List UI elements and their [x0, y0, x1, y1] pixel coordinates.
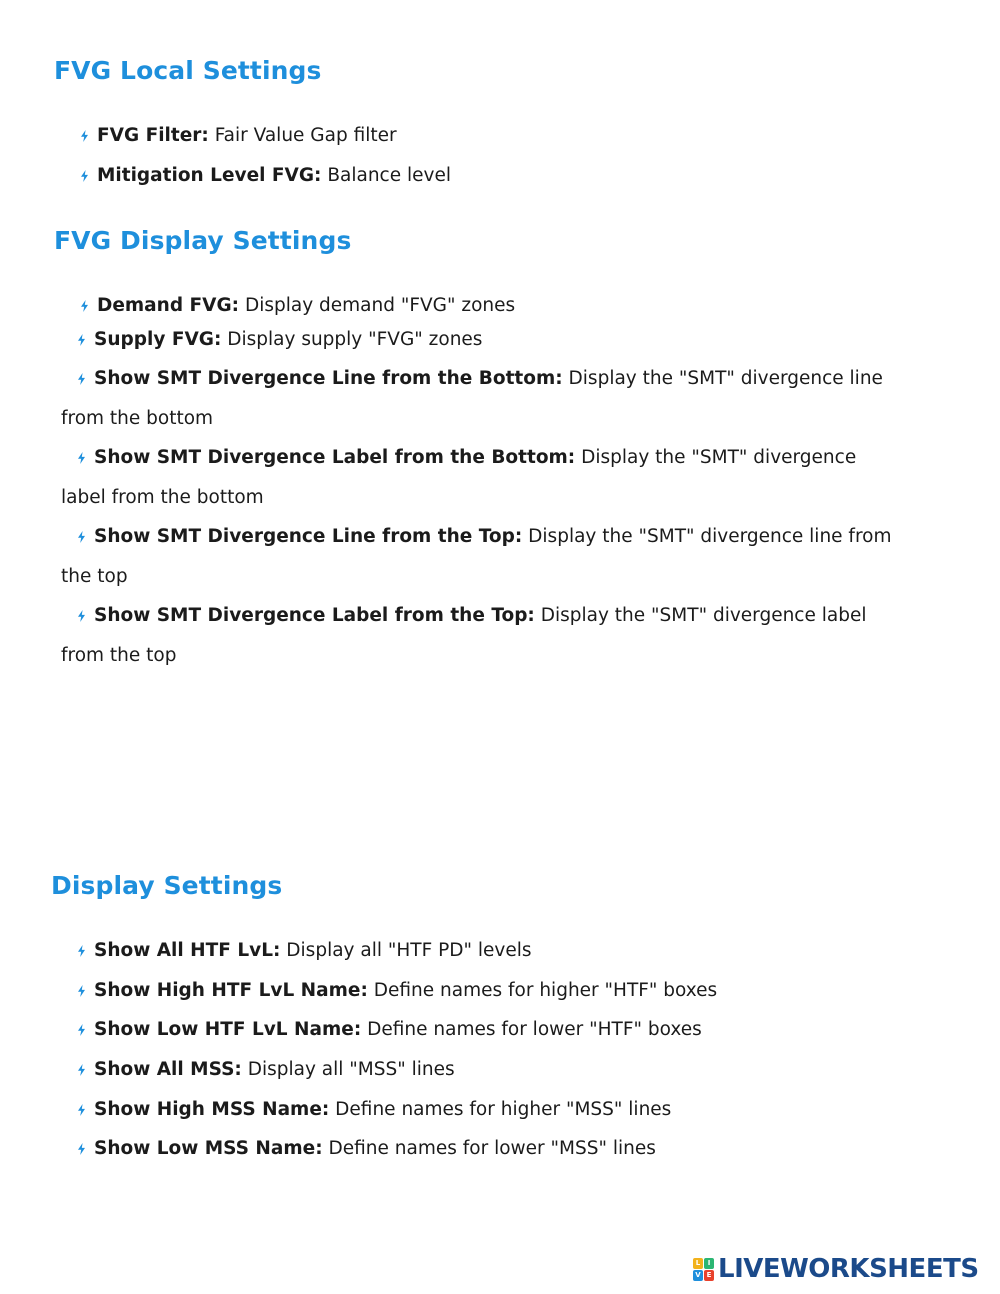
list-item	[77, 1010, 702, 1050]
list-item	[80, 156, 451, 196]
lightning-bolt-icon	[77, 373, 86, 385]
lightning-bolt-icon	[77, 531, 86, 543]
item-text: Display demand "FVG" zones	[244, 295, 516, 316]
list-item	[77, 359, 883, 399]
item-label: FVG Filter:	[97, 125, 209, 146]
logo-mark-tile: L	[693, 1258, 703, 1269]
lightning-bolt-icon	[77, 334, 86, 346]
item-text-continuation: the top	[61, 566, 128, 587]
list-item	[77, 931, 532, 971]
logo-mark-tile: V	[693, 1270, 703, 1281]
list-item	[77, 517, 892, 557]
item-text: Display all "HTF PD" levels	[286, 940, 532, 961]
liveworksheets-logo-icon	[693, 1258, 714, 1281]
lightning-bolt-icon	[80, 170, 89, 182]
item-label: Show All MSS:	[94, 1059, 242, 1080]
item-label: Show All HTF LvL:	[94, 940, 281, 961]
list-item	[77, 320, 482, 360]
lightning-bolt-icon	[77, 452, 86, 464]
list-item	[77, 1129, 656, 1169]
section-title-fvg-local: FVG Local Settings	[54, 56, 322, 85]
list-item	[77, 438, 856, 478]
lightning-bolt-icon	[77, 1104, 86, 1116]
logo-mark-tile: I	[704, 1258, 714, 1269]
section-title-display: Display Settings	[51, 871, 283, 900]
item-text: Display the "SMT" divergence line from	[528, 526, 892, 547]
lightning-bolt-icon	[77, 1143, 86, 1155]
list-item	[77, 596, 866, 636]
item-label: Supply FVG:	[94, 329, 222, 350]
item-text: Define names for higher "HTF" boxes	[373, 980, 718, 1001]
item-text-continuation: from the bottom	[61, 408, 214, 429]
item-text: Display all "MSS" lines	[247, 1059, 455, 1080]
lightning-bolt-icon	[77, 610, 86, 622]
section-title-fvg-display: FVG Display Settings	[54, 226, 352, 255]
lightning-bolt-icon	[80, 300, 89, 312]
lightning-bolt-icon	[77, 1024, 86, 1036]
lightning-bolt-icon	[77, 945, 86, 957]
item-label: Show SMT Divergence Line from the Bottom:	[94, 368, 563, 389]
item-label: Show Low HTF LvL Name:	[94, 1019, 362, 1040]
logo-mark-tile: E	[704, 1270, 714, 1281]
item-text-continuation: from the top	[61, 645, 177, 666]
item-text: Display the "SMT" divergence	[581, 447, 857, 468]
item-text: Display the "SMT" divergence label	[540, 605, 867, 626]
item-label: Show SMT Divergence Label from the Top:	[94, 605, 535, 626]
list-item	[77, 1050, 455, 1090]
item-label: Show Low MSS Name:	[94, 1138, 323, 1159]
item-label: Mitigation Level FVG:	[97, 165, 322, 186]
list-item	[77, 971, 717, 1011]
item-text: Define names for lower "HTF" boxes	[367, 1019, 702, 1040]
item-label: Show High HTF LvL Name:	[94, 980, 368, 1001]
liveworksheets-logo[interactable]	[693, 1255, 979, 1283]
item-text: Display the "SMT" divergence line	[568, 368, 883, 389]
item-label: Show High MSS Name:	[94, 1099, 330, 1120]
item-text-continuation: label from the bottom	[61, 487, 264, 508]
logo-text: LIVEWORKSHEETS	[718, 1254, 979, 1284]
item-label: Demand FVG:	[97, 295, 240, 316]
lightning-bolt-icon	[77, 1064, 86, 1076]
item-text: Fair Value Gap filter	[214, 125, 397, 146]
item-label: Show SMT Divergence Line from the Top:	[94, 526, 523, 547]
list-item	[80, 116, 397, 156]
item-text: Display supply "FVG" zones	[227, 329, 483, 350]
item-label: Show SMT Divergence Label from the Bottom:	[94, 447, 576, 468]
item-text: Define names for higher "MSS" lines	[335, 1099, 672, 1120]
item-text: Balance level	[327, 165, 451, 186]
list-item	[77, 1090, 671, 1130]
item-text: Define names for lower "MSS" lines	[328, 1138, 656, 1159]
lightning-bolt-icon	[77, 985, 86, 997]
lightning-bolt-icon	[80, 130, 89, 142]
